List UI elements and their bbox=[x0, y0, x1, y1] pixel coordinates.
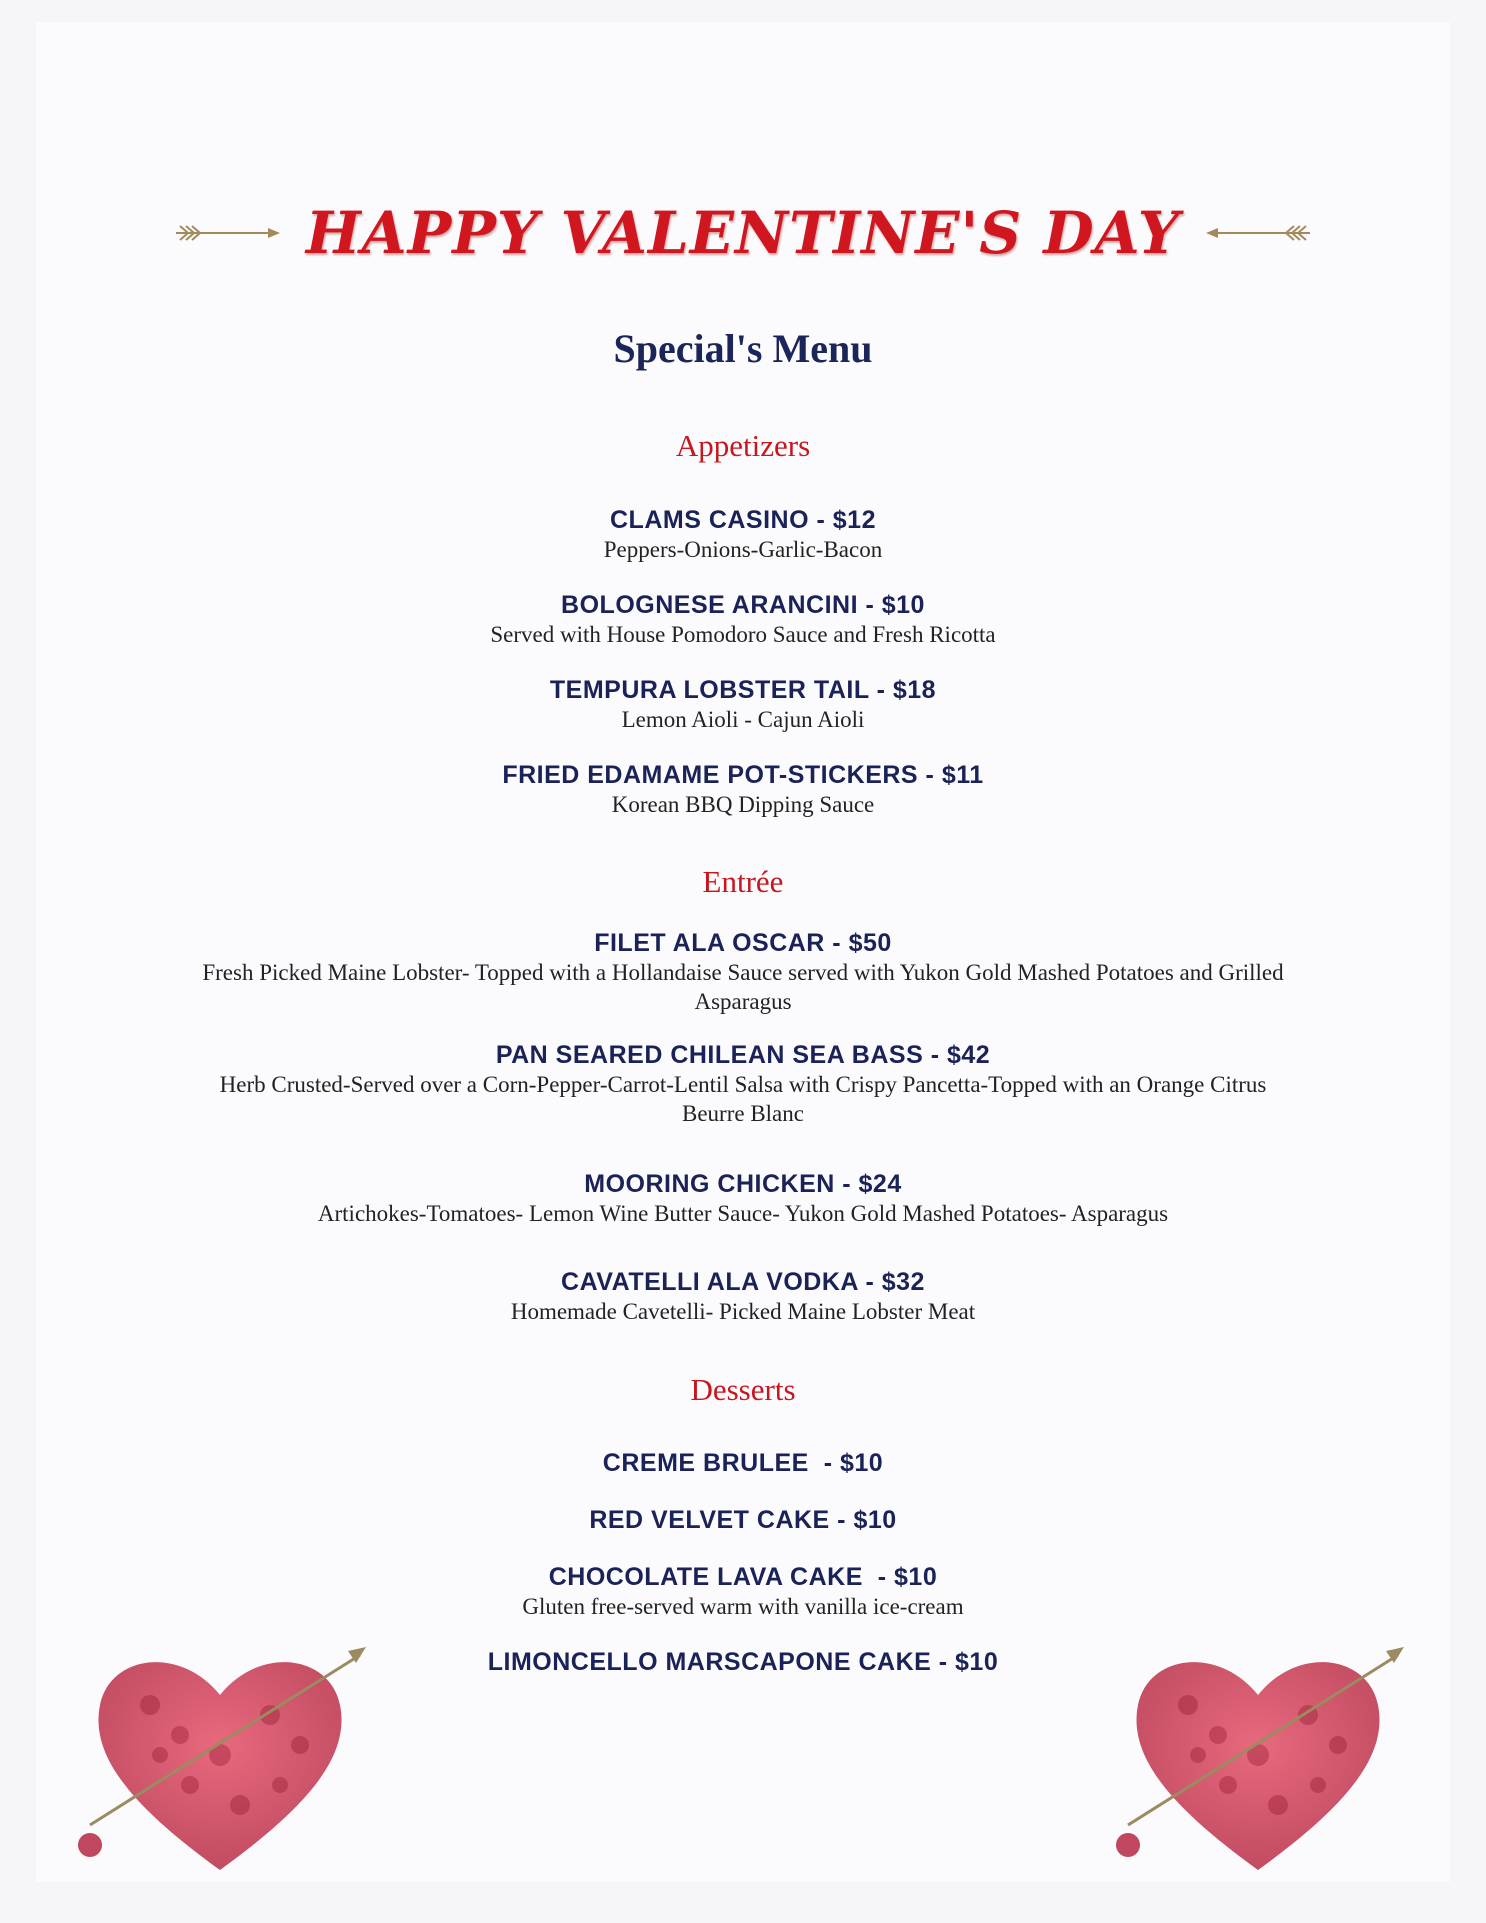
menu-item-desc: Artichokes-Tomatoes- Lemon Wine Butter Sauce- Yukon Gold Mashed Potatoes- Asparagus bbox=[317, 1201, 1169, 1226]
menu-item-name: FRIED EDAMAME POT-STICKERS - $11 bbox=[502, 761, 984, 789]
rose-heart-icon bbox=[1108, 1625, 1408, 1885]
menu-item-desc: Herb Crusted-Served over a Corn-Pepper-Carrot-Lentil Salsa with Crispy Pancetta-Topped with an Orange Citrus Beurre Blanc bbox=[219, 1072, 1267, 1126]
menu-item-desc: Lemon Aioli - Cajun Aioli bbox=[621, 707, 865, 732]
rose-heart-icon bbox=[70, 1625, 370, 1885]
menu-item-name: CAVATELLI ALA VODKA - $32 bbox=[561, 1268, 925, 1296]
menu-item-name: FILET ALA OSCAR - $50 bbox=[594, 929, 892, 957]
menu-item-desc: Peppers-Onions-Garlic-Bacon bbox=[603, 537, 883, 562]
header bbox=[0, 188, 1486, 278]
menu-item-name: CHOCOLATE LAVA CAKE - $10 bbox=[548, 1563, 938, 1591]
arrow-right-icon bbox=[176, 218, 286, 248]
menu-item-desc: Served with House Pomodoro Sauce and Fresh Ricotta bbox=[490, 622, 996, 647]
menu-item-desc: Fresh Picked Maine Lobster- Topped with a Hollandaise Sauce served with Yukon Gold Mashed Potatoes and Grilled Asparagus bbox=[202, 960, 1284, 1014]
arrow-left-icon bbox=[1200, 218, 1310, 248]
menu-item-name: CREME BRULEE - $10 bbox=[602, 1449, 884, 1477]
menu-item-name: CLAMS CASINO - $12 bbox=[610, 506, 876, 534]
menu-item-desc: Gluten free-served warm with vanilla ice-cream bbox=[522, 1594, 964, 1619]
section-title-appetizers: Appetizers bbox=[675, 428, 811, 463]
menu-item-desc: Homemade Cavetelli- Picked Maine Lobster Meat bbox=[510, 1299, 976, 1324]
menu-item-desc: Korean BBQ Dipping Sauce bbox=[611, 792, 875, 817]
menu-item-name: TEMPURA LOBSTER TAIL - $18 bbox=[549, 676, 937, 704]
menu-item-name: BOLOGNESE ARANCINI - $10 bbox=[561, 591, 925, 619]
menu-item-name: PAN SEARED CHILEAN SEA BASS - $42 bbox=[495, 1041, 991, 1069]
page-title: HAPPY VALENTINE'S DAY bbox=[305, 199, 1181, 267]
menu-item-name: RED VELVET CAKE - $10 bbox=[589, 1506, 897, 1534]
section-title-entree: Entrée bbox=[702, 864, 784, 899]
menu-subtitle: Special's Menu bbox=[613, 326, 873, 371]
menu-item-name: MOORING CHICKEN - $24 bbox=[584, 1170, 902, 1198]
section-title-desserts: Desserts bbox=[690, 1372, 796, 1407]
menu-item-name: LIMONCELLO MARSCAPONE CAKE - $10 bbox=[487, 1648, 999, 1676]
